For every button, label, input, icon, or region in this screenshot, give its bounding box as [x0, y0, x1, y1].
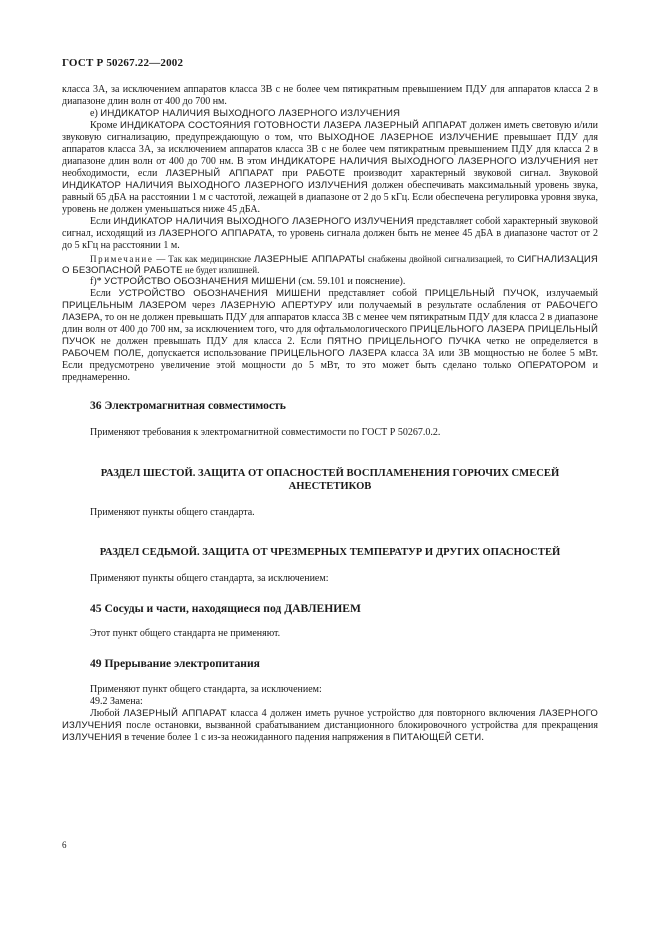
text-run: РАБОЧЕГО ЛАЗЕРА: [62, 300, 598, 323]
text-run: представляет собой характерный звуковой сигнал, исходящий из: [62, 216, 599, 239]
text-run: ЛАЗЕРНОГО ИЗЛУЧЕНИЯ: [62, 708, 598, 731]
text-run: УСТРОЙСТВО ОБОЗНАЧЕНИЯ МИШЕНИ: [118, 288, 321, 299]
text-run: при: [273, 168, 307, 179]
text-run: класса 4 должен иметь ручное устройство для повторного включения: [226, 708, 539, 719]
text-run: ЛАЗЕРНУЮ АПЕРТУРУ: [220, 300, 333, 311]
text-run: ДАВЛЕНИЕМ: [284, 602, 361, 615]
text-run: Если: [90, 216, 114, 227]
text-run: ОПЕРАТОРОМ: [517, 360, 587, 371]
text-run: ПРИЦЕЛЬНЫМ ЛАЗЕРОМ: [62, 300, 187, 311]
text-run: ПРИЦЕЛЬНЫЙ ПУЧОК: [424, 288, 537, 299]
text-run: через: [186, 300, 221, 311]
text-run: должен обеспечивать максимальный уровень звука, равный 65 дБА на расстоянии 1 м с частотой, лежащей в диапазоне от 2 до 5 кГц. Если обеспечена регулировка уровня звука, уровень не должен уменьшаться ниже 45 дБА.: [62, 180, 598, 215]
text-run: ПИТАЮЩЕЙ СЕТИ: [392, 732, 482, 743]
text-run: не будет излишней.: [182, 265, 260, 275]
text-run: — Так как медицинские: [153, 254, 254, 264]
note-paragraph: [62, 254, 598, 276]
document-header: ГОСТ Р 50267.22—2002: [62, 57, 184, 69]
part-6-text: Применяют пункты общего стандарта.: [90, 507, 255, 518]
paragraph-sound-signal: [62, 216, 598, 252]
text-run: , допускается использование: [141, 348, 271, 359]
text-run: f)*: [90, 276, 105, 287]
part-7-title: РАЗДЕЛ СЕДЬМОЙ. ЗАЩИТА ОТ ЧРЕЗМЕРНЫХ ТЕМПЕРАТУР И ДРУГИХ ОПАСНОСТЕЙ: [99, 547, 561, 558]
section-45-text: Этот пункт общего стандарта не применяют.: [90, 628, 281, 639]
item-e-heading: [62, 108, 598, 120]
text-run: .: [481, 732, 484, 743]
text-run: в течение более 1 с из-за неожиданного падения напряжения в: [121, 732, 393, 743]
text-run: ПРИЦЕЛЬНОГО ЛАЗЕРА ПРИЦЕЛЬНЫЙ ПУЧОК: [62, 324, 598, 347]
text-run: ИНДИКАТОР НАЛИЧИЯ ВЫХОДНОГО ЛАЗЕРНОГО ИЗЛУЧЕНИЯ: [62, 180, 368, 191]
text-run: после остановки, вызванной срабатыванием дистанционного блокировочного устройства для прекращения: [121, 720, 598, 731]
text-run: Если: [90, 288, 119, 299]
text-run: РАБОЧЕМ ПОЛЕ: [62, 348, 142, 359]
text-run: нет необходимости, если: [62, 156, 598, 179]
text-run: не должен превышать ПДУ для класса 2. Если: [95, 336, 328, 347]
text-run: ИНДИКАТОРА СОСТОЯНИЯ ГОТОВНОСТИ ЛАЗЕРА ЛАЗЕРНЫЙ АППАРАТ: [120, 120, 467, 131]
text-run: ЛАЗЕРНЫЙ АППАРАТ: [123, 708, 227, 719]
text-run: и преднамеренно.: [62, 360, 599, 383]
paragraph-target-device: [62, 288, 598, 384]
item-f-title: УСТРОЙСТВО ОБОЗНАЧЕНИЯ МИШЕНИ: [104, 276, 296, 287]
text-run: РАБОТЕ: [306, 168, 346, 179]
text-run: е): [90, 108, 101, 119]
text-run: снабжены двойной сигнализацией, то: [365, 254, 518, 264]
paragraph-class-3a: класса 3А, за исключением аппаратов класса 3В с не более чем пятикратным превышением ПДУ для аппаратов класса 2 в диапазоне длин волн от 400 до 700 нм.: [62, 84, 598, 107]
text-run: Любой: [90, 708, 124, 719]
text-run: ЛАЗЕРНОГО АППАРАТА: [158, 228, 273, 239]
text-run: 45 Сосуды и части, находящиеся под: [90, 602, 285, 615]
section-49-title: 49 Прерывание электропитания: [90, 657, 260, 670]
text-run: представляет собой: [320, 288, 425, 299]
part-7-text: Применяют пункты общего стандарта, за исключением:: [90, 573, 329, 584]
text-run: ЛАЗЕРНЫЕ АППАРАТЫ: [253, 254, 366, 265]
text-run: СИГНАЛИЗАЦИЯ О БЕЗОПАСНОЙ РАБОТЕ: [62, 254, 598, 276]
text-run: класса 3А или 3В мощностью не более 5 мВт. Если предусмотрено увеличение этой мощности до 5 мВт, то это может быть сделано только: [62, 348, 599, 371]
text-run: ИНДИКАТОР НАЛИЧИЯ ВЫХОДНОГО ЛАЗЕРНОГО ИЗЛУЧЕНИЯ: [113, 216, 415, 227]
text-run: ИЗЛУЧЕНИЯ: [62, 732, 122, 743]
text-run: , излучаемый: [536, 288, 598, 299]
text-run: , то он не должен превышать ПДУ для аппаратов класса 3В с менее чем пятикратным ПДУ для класса 2 в диапазоне длин волн от 400 до 700 нм, за исключением того, что для офтальмологического: [62, 312, 598, 335]
item-e-title: ИНДИКАТОР НАЛИЧИЯ ВЫХОДНОГО ЛАЗЕРНОГО ИЗЛУЧЕНИЯ: [100, 108, 401, 119]
text-run: (см. 59.101 и пояснение).: [295, 276, 406, 287]
text-run: ВЫХОДНОЕ ЛАЗЕРНОЕ ИЗЛУЧЕНИЕ: [317, 132, 499, 143]
section-45-title: [62, 603, 598, 615]
text-run: ИНДИКАТОРЕ НАЛИЧИЯ ВЫХОДНОГО ЛАЗЕРНОГО ИЗЛУЧЕНИЯ: [270, 156, 581, 167]
text-run: четко не определяется в: [480, 336, 598, 347]
paragraph-indicator: [62, 120, 598, 216]
text-run: ПЯТНО ПРИЦЕЛЬНОГО ПУЧКА: [327, 336, 481, 347]
text-run: , то уровень сигнала должен быть не менее 45 дБА в диапазоне частот от 2 до 5 кГц на расстоянии 1 м.: [62, 228, 598, 251]
page-number: 6: [62, 840, 67, 850]
text-run: или получаемый в результате ослабления от: [332, 300, 547, 311]
section-36-text: Применяют требования к электромагнитной совместимости по ГОСТ Р 50267.0.2.: [90, 427, 441, 438]
section-36-title: 36 Электромагнитная совместимость: [90, 399, 286, 412]
part-6-title: РАЗДЕЛ ШЕСТОЙ. ЗАЩИТА ОТ ОПАСНОСТЕЙ ВОСПЛАМЕНЕНИЯ ГОРЮЧИХ СМЕСЕЙ АНЕСТЕТИКОВ: [100, 468, 560, 492]
item-f-heading: [62, 276, 598, 288]
text-run: должен иметь световую и/или звуковую сигнализацию, предупреждающую о том, что: [62, 120, 598, 143]
text-run: ЛАЗЕРНЫЙ АППАРАТ: [165, 168, 274, 179]
text-run: превышает ПДУ для аппаратов класса 3А, за исключением аппаратов класса 3В с не более чем пятикратным превышением ПДУ для класса 2 в диапазоне длин волн от 400 до 700 нм. В этом: [62, 132, 598, 167]
document-body: [62, 84, 598, 744]
section-49-line-1: Применяют пункт общего стандарта, за исключением:: [90, 684, 322, 695]
text-run: производит характерный звуковой сигнал. Звуковой: [345, 168, 598, 179]
text-run: ПРИЦЕЛЬНОГО ЛАЗЕРА: [270, 348, 387, 359]
section-49-paragraph: [62, 708, 598, 744]
text-run: Кроме: [90, 120, 121, 131]
note-label: Примечание: [90, 254, 154, 264]
section-49-line-2: 49.2 Замена:: [90, 696, 143, 707]
